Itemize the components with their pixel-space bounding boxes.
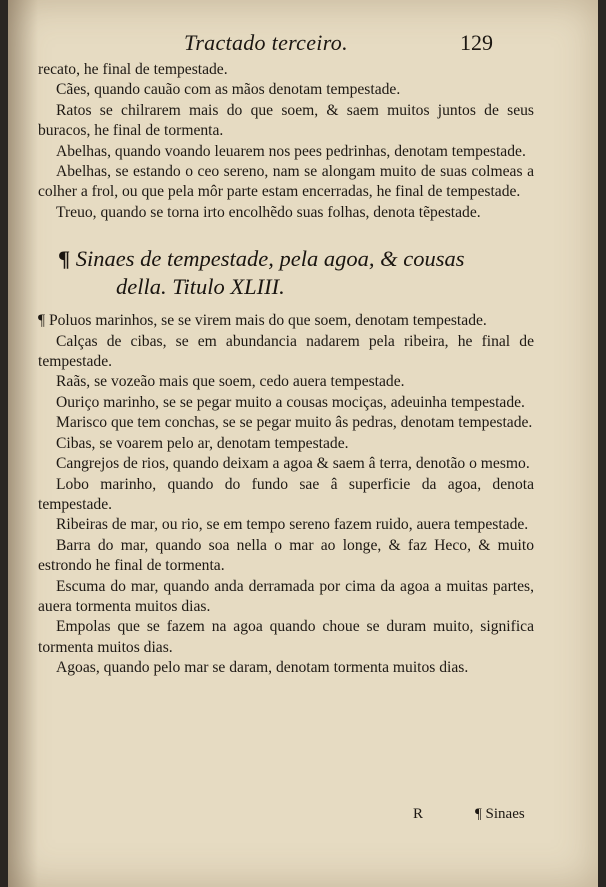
- paragraph: Marisco que tem conchas, se se pegar muito âs pedras, denotam tempestade.: [56, 414, 533, 432]
- paragraph: Calças de cibas, se em abundancia nadarem pela ribeira, he final de tempestade.: [38, 332, 534, 371]
- paragraph: Barra do mar, quando soa nella o mar ao longe, & faz Heco, & muito estrondo he final de tormenta.: [38, 536, 534, 575]
- signature-mark: R: [413, 806, 424, 822]
- paragraph: recato, he final de tempestade.: [38, 61, 228, 78]
- catchword: ¶ Sinaes: [475, 806, 525, 822]
- paragraph: Cangrejos de rios, quando deixam a agoa & saem â terra, denotão o mesmo.: [56, 455, 530, 473]
- paragraph: ¶ Poluos marinhos, se se virem mais do que soem, denotam tempestade.: [38, 312, 487, 330]
- page-number: 129: [460, 30, 493, 55]
- page-body: [38, 60, 534, 679]
- paragraph: Cibas, se voarem pelo ar, denotam tempestade.: [56, 434, 349, 452]
- pilcrow-icon: ¶: [58, 246, 71, 272]
- paragraph: Ratos se chilrarem mais do que soem, & saem muitos juntos de seus buracos, he final de tormenta.: [38, 101, 534, 140]
- paragraph: Lobo marinho, quando do fundo sae â superficie da agoa, denota tempestade.: [38, 475, 534, 513]
- running-title: Tractado terceiro.: [184, 30, 348, 55]
- paragraph: Agoas, quando pelo mar se daram, denotam tormenta muitos dias.: [56, 659, 469, 677]
- paragraph: Abelhas, se estando o ceo sereno, nam se alongam muito de suas colmeas a colher a frol, ou que pela môr parte estam encerradas, he final de tempestade.: [38, 163, 534, 201]
- section-heading-line1: Sinaes de tempestade, pela agoa, & cousas: [75, 246, 465, 272]
- paragraph: Escuma do mar, quando anda derramada por cima da agoa a muitas partes, auera tormenta muitos dias.: [38, 577, 534, 615]
- paragraph: Empolas que se fazem na agoa quando choue se duram muito, significa tormenta muitos dias.: [38, 618, 534, 656]
- paragraph: Treuo, quando se torna irto encolhẽdo suas folhas, denota tẽpestade.: [56, 203, 481, 221]
- paragraph: Ouriço marinho, se se pegar muito a cousas mociças, adeuinha tempestade.: [56, 393, 525, 411]
- paragraph: Abelhas, quando voando leuarem nos pees pedrinhas, denotam tempestade.: [56, 142, 526, 160]
- section-heading-line2: della. Titulo XLIII.: [116, 274, 285, 300]
- page-gutter-shadow: [8, 0, 38, 887]
- section-heading: [58, 245, 534, 301]
- book-page: [8, 0, 598, 887]
- paragraph: Raãs, se vozeão mais que soem, cedo auera tempestade.: [56, 373, 405, 391]
- paragraph: Cães, quando cauão com as mãos denotam tempestade.: [56, 81, 401, 99]
- paragraph: Ribeiras de mar, ou rio, se em tempo sereno fazem ruido, auera tempestade.: [56, 516, 529, 534]
